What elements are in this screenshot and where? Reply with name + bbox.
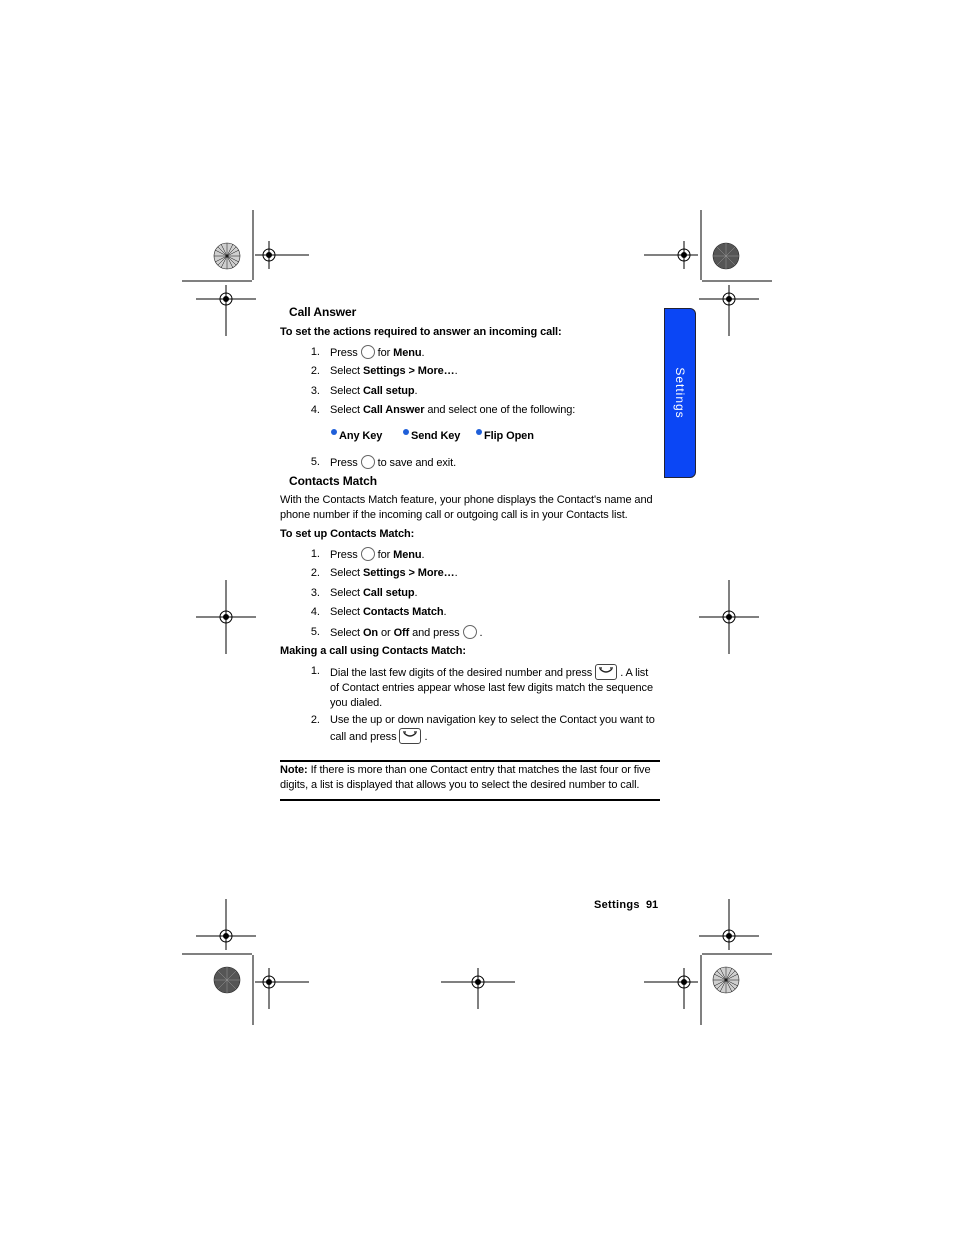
step-number: 5. [310, 626, 320, 638]
footer-section: Settings [594, 899, 640, 911]
note-bottom-rule [280, 799, 660, 801]
bullet-icon [331, 429, 337, 435]
call-answer-step-2: Select Settings > More…. [330, 365, 458, 377]
contacts-match-body: With the Contacts Match feature, your phone displays the Contact's name and phone number if the incoming call or outgoing call is in your Contacts list. [280, 494, 653, 521]
contacts-match-step-1: Press for Menu. [330, 549, 425, 561]
step-number: 2. [310, 714, 320, 726]
step-number: 2. [310, 365, 320, 377]
making-call-step-1: Dial the last few digits of the desired number and press . A list of Contact entries appear whose last few digits match the sequence you dialed. [330, 664, 660, 711]
contacts-match-setup-intro: To set up Contacts Match: [280, 528, 415, 540]
step-number: 1. [310, 548, 320, 560]
menu-key-icon [361, 345, 375, 359]
send-key-icon [399, 728, 421, 744]
step-number: 1. [310, 665, 320, 677]
note [280, 763, 660, 793]
note-label: Note: [280, 764, 308, 776]
making-call-step-2: Use the up or down navigation key to select the Contact you want to call and press . [330, 714, 655, 743]
bullet-icon [403, 429, 409, 435]
step-number: 5. [310, 456, 320, 468]
contacts-match-step-4: Select Contacts Match. [330, 606, 447, 618]
bullet-icon [476, 429, 482, 435]
step-number: 1. [310, 346, 320, 358]
section-tab-label: Settings [673, 367, 687, 419]
contacts-match-step-2: Select Settings > More…. [330, 567, 458, 579]
step-number: 3. [310, 385, 320, 397]
note-top-rule [280, 760, 660, 762]
ok-key-icon [361, 455, 375, 469]
call-answer-heading: Call Answer [289, 305, 357, 319]
note-text: If there is more than one Contact entry that matches the last four or five digits, a list is displayed that allows you to select the desired number to call. [280, 764, 651, 791]
call-answer-step-3: Select Call setup. [330, 385, 418, 397]
call-answer-step-4: Select Call Answer and select one of the following: [330, 404, 576, 416]
page-number: 91 [646, 899, 659, 911]
option-flip-open: Flip Open [476, 429, 534, 443]
ok-key-icon [463, 625, 477, 639]
step-number: 4. [310, 606, 320, 618]
call-answer-step-5: Press to save and exit. [330, 457, 457, 469]
menu-key-icon [361, 547, 375, 561]
option-send-key: Send Key [403, 429, 460, 443]
contacts-match-heading: Contacts Match [289, 474, 377, 488]
option-any-key: Any Key [331, 429, 382, 443]
call-answer-step-1: Press for Menu. [330, 347, 425, 359]
step-number: 3. [310, 587, 320, 599]
contacts-match-step-5: Select On or Off and press . [330, 627, 483, 639]
contacts-match-step-3: Select Call setup. [330, 587, 418, 599]
send-key-icon [595, 664, 617, 680]
making-call-intro: Making a call using Contacts Match: [280, 645, 466, 657]
step-number: 4. [310, 404, 320, 416]
step-number: 2. [310, 567, 320, 579]
call-answer-intro: To set the actions required to answer an incoming call: [280, 326, 562, 338]
section-tab [664, 308, 696, 478]
